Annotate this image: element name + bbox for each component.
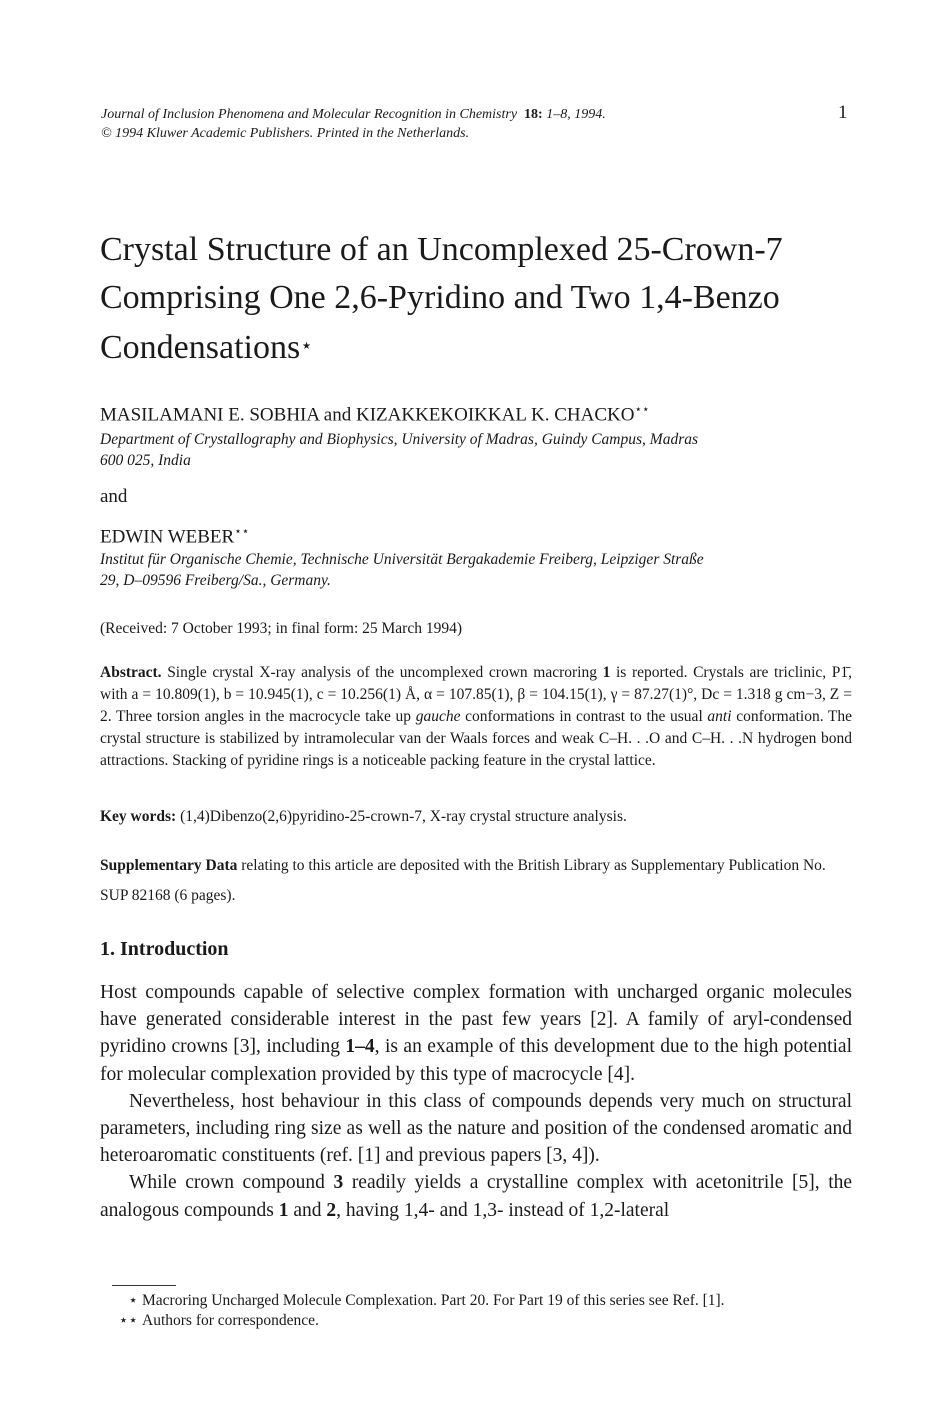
paragraph-2: Nevertheless, host behaviour in this class of compounds depends very much on structural parameters, including ring size as well as the nature and position of the condensed aromatic and heteroaromatic constituents (ref. [1] and previous papers [3, 4]).: [100, 1090, 852, 1167]
author-footnote-mark: ⋆⋆: [634, 402, 650, 416]
section-heading: 1. Introduction: [100, 938, 229, 960]
received-dates: (Received: 7 October 1993; in final form: 25 March 1994): [100, 620, 462, 637]
footnote-2: [116, 1311, 319, 1330]
keywords-text: (1,4)Dibenzo(2,6)pyridino-25-crown-7, X-ray crystal structure analysis.: [180, 808, 627, 825]
affiliation-line-2: 600 025, India: [100, 452, 191, 469]
affiliation-madras: [100, 429, 840, 471]
author-names-text: MASILAMANI E. SOBHIA and KIZAKKEKOIKKAL K. CHACKO: [100, 404, 635, 426]
abstract-text-2: is reported. Crystals are triclinic, P1̄, with a = 10.809(1), b = 10.945(1), c = 10.256(1) Å, α = 107.85(1), β = 104.15(1), γ = 87.27(1)°, Dc = 1.318 g cm−3, Z = 2. Three torsion angles in the macrocycle take up: [100, 664, 853, 725]
journal-volume: 18:: [524, 107, 543, 122]
p3-compound-2: 2: [326, 1199, 337, 1221]
footnote-rule: [112, 1285, 176, 1286]
article-title: [100, 226, 860, 372]
and-separator: and: [100, 486, 128, 507]
author-weber: [100, 524, 249, 548]
copyright-line: © 1994 Kluwer Academic Publishers. Printed in the Netherlands.: [101, 126, 470, 141]
author-weber-name: EDWIN WEBER: [100, 526, 235, 548]
title-footnote-mark: ⋆: [300, 335, 313, 357]
abstract: [100, 662, 852, 772]
abstract-text-1: Single crystal X-ray analysis of the uncomplexed crown macroring: [167, 664, 597, 681]
p3-text-e: and: [293, 1199, 322, 1221]
affiliation-freiberg: [100, 549, 860, 591]
page-number: 1: [838, 102, 848, 123]
journal-name: Journal of Inclusion Phenomena and Molecular Recognition in Chemistry: [101, 107, 518, 122]
p3-text-g: , having 1,4- and 1,3- instead of 1,2-lateral: [336, 1199, 670, 1221]
journal-citation: [101, 105, 606, 143]
keywords-label: Key words:: [100, 808, 177, 825]
footnote-1-mark: ⋆: [128, 1292, 138, 1309]
abstract-text-4: conformation. The crystal structure is stabilized by intramolecular van der Waals forces and weak C–H. . .O and C–H. . .N hydrogen bond attractions. Stacking of pyridine rings is a noticeable packing feature in the crystal lattice.: [100, 708, 853, 769]
p3-text-a: While crown compound: [129, 1172, 325, 1194]
abstract-compound: 1: [602, 664, 611, 681]
footnote-1: [116, 1291, 725, 1310]
title-line-1: Crystal Structure of an Uncomplexed 25-Crown-7: [100, 231, 783, 268]
abstract-text-3: conformations in contrast to the usual: [465, 708, 703, 725]
p3-compound-3: 3: [333, 1172, 344, 1194]
footnote-2-text: Authors for correspondence.: [142, 1312, 319, 1329]
supplementary-label: Supplementary Data: [100, 857, 238, 874]
p1-text-c: , is an example of this development due to the high potential for molecular complexation provided by this type of macrocycle [4].: [100, 1036, 852, 1085]
abstract-gauche: gauche: [415, 708, 461, 725]
supplementary-text: relating to this article are deposited with the British Library as Supplementary Publication No. SUP 82168 (6 pages).: [100, 857, 826, 904]
paragraph-3: [100, 1169, 852, 1223]
title-line-3: Condensations: [100, 329, 301, 366]
title-line-2: Comprising One 2,6-Pyridino and Two 1,4-Benzo: [100, 279, 780, 316]
footnote-2-mark: ⋆⋆: [118, 1312, 138, 1329]
abstract-label: Abstract.: [100, 664, 162, 681]
affiliation-line-4: 29, D–09596 Freiberg/Sa., Germany.: [100, 572, 331, 589]
body-text: [100, 979, 852, 1224]
affiliation-line-1: Department of Crystallography and Biophysics, University of Madras, Guindy Campus, Madras: [100, 431, 699, 448]
p3-compound-1: 1: [278, 1199, 289, 1221]
p3-text-c: readily yields a crystalline complex with acetonitrile [5], the analogous compounds: [100, 1172, 853, 1221]
abstract-anti: anti: [707, 708, 732, 725]
p1-text-a: Host compounds capable of selective complex formation with uncharged organic molecules have generated considerable interest in the past few years [2]. A family of aryl-condensed pyridino crowns [3], including: [100, 982, 852, 1058]
footnote-1-text: Macroring Uncharged Molecule Complexation. Part 20. For Part 19 of this series see Ref. [1].: [142, 1292, 725, 1309]
author-names: [100, 402, 649, 426]
keywords: [100, 808, 852, 826]
paragraph-1: [100, 979, 852, 1088]
supplementary-data: [100, 851, 852, 911]
author-weber-mark: ⋆⋆: [234, 524, 250, 538]
p1-compounds: 1–4: [345, 1036, 375, 1058]
affiliation-line-3: Institut für Organische Chemie, Technische Universität Bergakademie Freiberg, Leipziger Straße: [100, 551, 704, 568]
journal-pages: 1–8, 1994.: [546, 107, 606, 122]
